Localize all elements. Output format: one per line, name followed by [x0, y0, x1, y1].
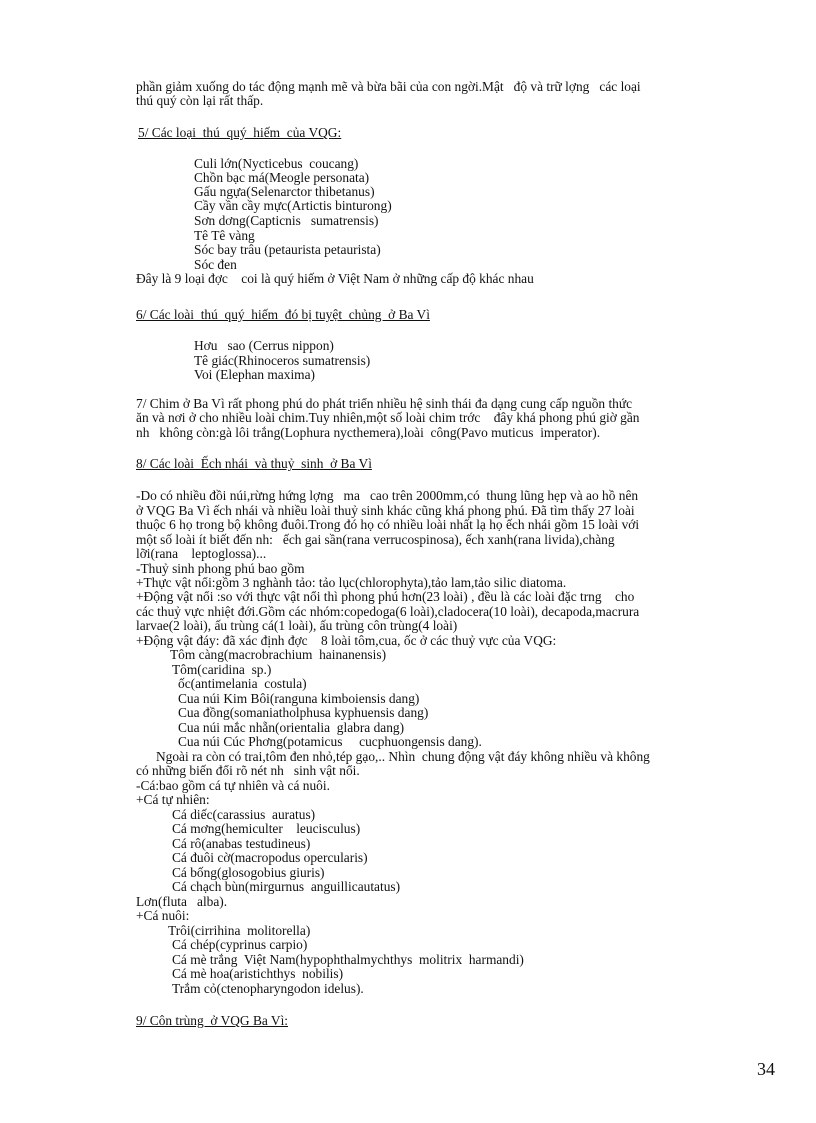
text-line: -Cá:bao gồm cá tự nhiên và cá nuôi.	[136, 778, 330, 793]
list-item: Sóc bay trâu (petaurista petaurista)	[194, 242, 381, 257]
section-heading: 8/ Các loài Ếch nhái và thuỷ sinh ở Ba Vì	[136, 456, 372, 471]
list-item: Trôi(cirrihina molitorella)	[168, 923, 311, 938]
text-line: 7/ Chim ở Ba Vì rất phong phú do phát triển nhiều hệ sinh thái đa dạng cung cấp nguồn thức	[136, 396, 633, 411]
text-line: một số loài ít biết đến nh: ếch gai sần(rana verrucospinosa), ếch xanh(rana livida),chàng	[136, 532, 615, 547]
text-line: ở VQG Ba Vì ếch nhái và nhiều loài thuỷ sinh khác cũng khá phong phú. Đã tìm thấy 27 loài	[136, 503, 635, 518]
text-line: +Cá tự nhiên:	[136, 792, 210, 807]
text-line: +Cá nuôi:	[136, 908, 190, 923]
list-item: Hơu sao (Cerrus nippon)	[194, 338, 334, 353]
list-item: Gấu ngựa(Selenarctor thibetanus)	[194, 184, 375, 199]
text-line: larvae(2 loài), ấu trùng cá(1 loài), ấu trùng côn trùng(4 loài)	[136, 618, 458, 633]
text-line: phần giảm xuống do tác động mạnh mẽ và bừa bãi của con ngời.Mật độ và trữ lợng các loại	[136, 79, 641, 94]
section-heading: 9/ Côn trùng ở VQG Ba Vì:	[136, 1013, 289, 1028]
list-item: Culi lớn(Nycticebus coucang)	[194, 156, 359, 171]
list-item: Sóc đen	[194, 257, 237, 272]
text-line: lỡi(rana leptoglossa)...	[136, 546, 267, 561]
text-line: -Thuỷ sinh phong phú bao gồm	[136, 561, 305, 576]
text-line: +Động vật đáy: đã xác định đợc 8 loài tôm,cua, ốc ở các thuỷ vực của VQG:	[136, 633, 557, 648]
list-item: Cua núi mắc nhẵn(orientalia glabra dang)	[178, 720, 405, 735]
list-item: Tôm càng(macrobrachium hainanensis)	[170, 647, 387, 662]
list-item: Tôm(caridina sp.)	[172, 662, 272, 677]
list-item: Sơn dơng(Capticnis sumatrensis)	[194, 213, 379, 228]
text-line: nh không còn:gà lôi trắng(Lophura nycthemera),loài công(Pavo muticus imperator).	[136, 425, 601, 440]
text-line: ăn và nơi ở cho nhiều loài chim.Tuy nhiên,một số loài chim trớc đây khá phong phú giờ gần	[136, 410, 640, 425]
list-item: Cua núi Cúc Phơng(potamicus cucphuongensis dang).	[178, 734, 482, 749]
text-line: có những biến đổi rõ nét nh sinh vật nổi.	[136, 763, 360, 778]
list-item: Tê Tê vàng	[194, 228, 255, 243]
section-heading: 6/ Các loài thú quý hiếm đó bị tuyệt chủng ở Ba Vì	[136, 307, 430, 322]
text-line: Đây là 9 loại đợc coi là quý hiếm ở Việt Nam ở những cấp độ khác nhau	[136, 271, 534, 286]
text-line: +Động vật nổi :so với thực vật nổi thì phong phú hơn(23 loài) , đều là các loài đặc trng cho	[136, 589, 635, 604]
list-item: Cá mơng(hemiculter leucisculus)	[172, 821, 361, 836]
text-line: thuộc 6 họ trong bộ không đuôi.Trong đó họ có nhiều loài nhất lạ họ ếch nhái gồm 15 loài với	[136, 517, 640, 532]
list-item: Cá chạch bùn(mirgurnus anguillicautatus)	[172, 879, 401, 894]
list-item: Cua đồng(somaniatholphusa kyphuensis dang)	[178, 705, 429, 720]
text-line: thú quý còn lại rất thấp.	[136, 93, 264, 108]
list-item: Chồn bạc má(Meogle personata)	[194, 170, 370, 185]
list-item: Trắm cỏ(ctenopharyngodon idelus).	[172, 981, 364, 996]
text-line: các thuỷ vực nhiệt đới.Gồm các nhóm:copedoga(6 loài),cladocera(10 loài), decapoda,macrura	[136, 604, 640, 619]
page-number: 34	[757, 1059, 775, 1079]
list-item: Cá mè trắng Việt Nam(hypophthalmychthys molitrix harmandi)	[172, 952, 524, 967]
section-heading: 5/ Các loại thú quý hiếm của VQG:	[138, 125, 342, 140]
list-item: Voi (Elephan maxima)	[194, 367, 315, 382]
list-item: Cá rô(anabas testudineus)	[172, 836, 311, 851]
list-item: Cầy vần cầy mực(Artictis binturong)	[194, 198, 392, 213]
list-item: Cá bống(glosogobius giuris)	[172, 865, 325, 880]
text-line: Lơn(fluta alba).	[136, 894, 228, 909]
text-line: +Thực vật nổi:gồm 3 nghành tảo: tảo lục(chlorophyta),tảo lam,tảo silic diatoma.	[136, 575, 567, 590]
list-item: Cá mè hoa(aristichthys nobilis)	[172, 966, 344, 981]
list-item: Cá diếc(carassius auratus)	[172, 807, 316, 822]
list-item: Cá chép(cyprinus carpio)	[172, 937, 308, 952]
text-line: -Do có nhiều đồi núi,rừng hứng lợng ma cao trên 2000mm,có thung lũng hẹp và ao hồ nên	[136, 488, 639, 503]
list-item: ốc(antimelania costula)	[178, 676, 307, 691]
list-item: Tê giác(Rhinoceros sumatrensis)	[194, 353, 371, 368]
list-item: Cua núi Kim Bôi(ranguna kimboiensis dang)	[178, 691, 420, 706]
text-line: Ngoài ra còn có trai,tôm đen nhỏ,tép gạo,.. Nhìn chung động vật đáy không nhiều và không	[156, 749, 650, 764]
list-item: Cá đuôi cờ(macropodus opercularis)	[172, 850, 368, 865]
